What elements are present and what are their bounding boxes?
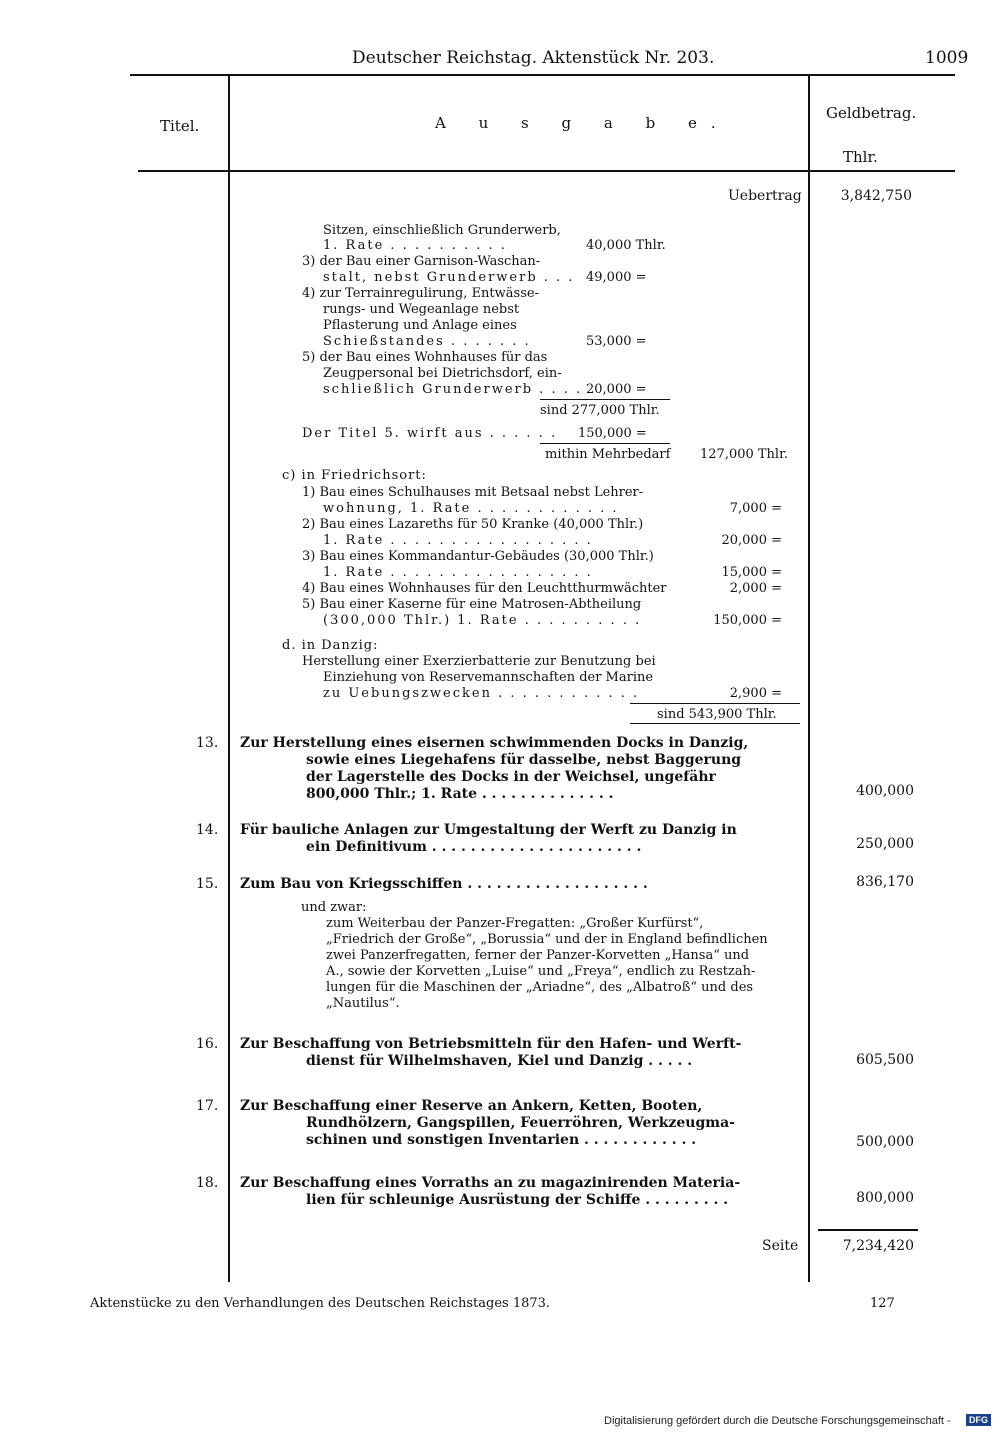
title-number: 16. [196, 1036, 219, 1052]
item-line: 1. Rate . . . . . . . . . . . . . . . . . [323, 533, 593, 548]
subtotal-rule-double [630, 723, 800, 724]
item-value: 20,000 = [721, 533, 782, 548]
item-line: schließlich Grunderwerb . . . . [323, 382, 583, 397]
item-line: Sitzen, einschließlich Grunderwerb, [323, 223, 561, 238]
item-line: 5) Bau einer Kaserne für eine Matrosen-Abtheilung [302, 597, 642, 612]
title-amount: 250,000 [856, 836, 914, 852]
item-line: 1) Bau eines Schulhauses mit Betsaal nebst Lehrer- [302, 485, 644, 500]
title-sub-text: A., sowie der Korvetten „Luise“ und „Freya“, endlich zu Restzah- [326, 964, 756, 979]
title-text: Zur Beschaffung von Betriebsmitteln für den Hafen- und Werft- [240, 1036, 742, 1052]
title-text: 800,000 Thlr.; 1. Rate . . . . . . . . . . . . . . [306, 786, 614, 802]
title-sub-text: zum Weiterbau der Panzer-Fregatten: „Großer Kurfürst“, [326, 916, 704, 931]
item-value: 49,000 = [586, 270, 647, 285]
item-line: Einziehung von Reservemannschaften der Marine [323, 670, 654, 685]
title-number: 13. [196, 735, 219, 751]
additional-need-value: 127,000 Thlr. [700, 447, 789, 462]
item-value: 7,000 = [729, 501, 782, 516]
running-head-title: Deutscher Reichstag. Aktenstück Nr. 203. [352, 48, 715, 68]
header-rule [130, 74, 955, 76]
item-line: wohnung, 1. Rate . . . . . . . . . . . . [323, 501, 619, 516]
column-unit-heading: Thlr. [843, 148, 878, 166]
column-divider-left [228, 76, 230, 1282]
page-total-label: Seite [762, 1238, 799, 1254]
item-line: 4) Bau eines Wohnhauses für den Leuchtthurmwächter [302, 581, 667, 596]
footer-sheet-number: 127 [870, 1296, 895, 1311]
title-sub-text: lungen für die Maschinen der „Ariadne“, des „Albatroß“ und des [326, 980, 754, 995]
title-text: schinen und sonstigen Inventarien . . . . . . . . . . . . [306, 1132, 697, 1148]
title-number: 14. [196, 822, 219, 838]
title-amount: 500,000 [856, 1134, 914, 1150]
footer-source: Aktenstücke zu den Verhandlungen des Deutschen Reichstages 1873. [90, 1296, 551, 1311]
carry-over-amount: 3,842,750 [840, 188, 912, 204]
item-line: 3) der Bau einer Garnison-Waschan- [302, 254, 541, 269]
title-text: dienst für Wilhelmshaven, Kiel und Danzig . . . . . [306, 1053, 693, 1069]
title-text: lien für schleunige Ausrüstung der Schiffe . . . . . . . . . [306, 1192, 729, 1208]
item-value: 15,000 = [721, 565, 782, 580]
subtotal: sind 277,000 Thlr. [540, 403, 660, 418]
item-line: 2) Bau eines Lazareths für 50 Kranke (40,000 Thlr.) [302, 517, 644, 532]
item-value: 40,000 Thlr. [586, 238, 666, 253]
title-text: Zur Herstellung eines eisernen schwimmenden Docks in Danzig, [240, 735, 749, 751]
subtotal: sind 543,900 Thlr. [657, 707, 777, 722]
subtotal-rule [540, 443, 670, 444]
item-line: rungs- und Wegeanlage nebst [323, 302, 520, 317]
page-number: 1009 [925, 48, 969, 68]
item-line: Pflasterung und Anlage eines [323, 318, 517, 333]
title-number: 15. [196, 876, 219, 892]
item-line: (300,000 Thlr.) 1. Rate . . . . . . . . . . [323, 613, 642, 628]
item-line: 3) Bau eines Kommandantur-Gebäudes (30,000 Thlr.) [302, 549, 654, 564]
item-line: 5) der Bau eines Wohnhauses für das [302, 350, 548, 365]
item-line: Zeugpersonal bei Dietrichsdorf, ein- [323, 366, 562, 381]
title-sub-text: „Nautilus“. [326, 996, 400, 1011]
title-sub-text: zwei Panzerfregatten, ferner der Panzer-Korvetten „Hansa“ und [326, 948, 750, 963]
total-rule [818, 1229, 918, 1231]
item-value: 150,000 = [578, 426, 647, 441]
title-text: sowie eines Liegehafens für dasselbe, nebst Baggerung [306, 752, 742, 768]
item-line: Schießstandes . . . . . . . [323, 334, 531, 349]
section-heading: d. in Danzig: [282, 638, 379, 653]
item-line: 1. Rate . . . . . . . . . . . . . . . . . [323, 565, 593, 580]
item-value: 53,000 = [586, 334, 647, 349]
digitization-credit: Digitalisierung gefördert durch die Deutsche Forschungsgemeinschaft - [604, 1415, 951, 1427]
subtotal-rule [540, 399, 670, 400]
additional-need-label: mithin Mehrbedarf [545, 447, 671, 462]
title-amount: 605,500 [856, 1052, 914, 1068]
item-line: Der Titel 5. wirft aus . . . . . . [302, 426, 558, 441]
item-line: 1. Rate . . . . . . . . . . [323, 238, 507, 253]
column-amount-heading: Geldbetrag. [826, 104, 917, 122]
title-number: 18. [196, 1175, 219, 1191]
column-expense-heading: A u s g a b e. [435, 114, 730, 132]
dfg-logo: DFG [966, 1414, 991, 1426]
title-text: der Lagerstelle des Docks in der Weichsel, ungefähr [306, 769, 716, 785]
column-title-heading: Titel. [160, 117, 200, 135]
section-heading: c) in Friedrichsort: [282, 468, 427, 483]
item-line: 4) zur Terrainregulirung, Entwässe- [302, 286, 539, 301]
title-number: 17. [196, 1098, 219, 1114]
title-amount: 400,000 [856, 783, 914, 799]
title-sub-text: und zwar: [301, 900, 367, 915]
title-sub-text: „Friedrich der Große“, „Borussia“ und der in England befindlichen [326, 932, 768, 947]
item-value: 150,000 = [713, 613, 782, 628]
item-line: zu Uebungszwecken . . . . . . . . . . . . [323, 686, 640, 701]
item-line: stalt, nebst Grunderwerb . . . [323, 270, 575, 285]
column-header-rule [138, 170, 955, 172]
title-text: ein Definitivum . . . . . . . . . . . . . . . . . . . . . . [306, 839, 642, 855]
column-divider-right [808, 76, 810, 1282]
title-amount: 836,170 [856, 874, 914, 890]
item-value: 20,000 = [586, 382, 647, 397]
title-text: Rundhölzern, Gangspillen, Feuerröhren, Werkzeugma- [306, 1115, 735, 1131]
item-value: 2,000 = [729, 581, 782, 596]
item-line: Herstellung einer Exerzierbatterie zur Benutzung bei [302, 654, 656, 669]
subtotal-rule [630, 703, 800, 704]
title-amount: 800,000 [856, 1190, 914, 1206]
title-text: Zur Beschaffung einer Reserve an Ankern, Ketten, Booten, [240, 1098, 703, 1114]
title-text: Zum Bau von Kriegsschiffen . . . . . . . . . . . . . . . . . . . [240, 876, 648, 892]
item-value: 2,900 = [729, 686, 782, 701]
title-text: Für bauliche Anlagen zur Umgestaltung der Werft zu Danzig in [240, 822, 737, 838]
title-text: Zur Beschaffung eines Vorraths an zu magazinirenden Materia- [240, 1175, 741, 1191]
carry-over-label: Uebertrag [728, 188, 802, 204]
page-total-amount: 7,234,420 [842, 1238, 914, 1254]
